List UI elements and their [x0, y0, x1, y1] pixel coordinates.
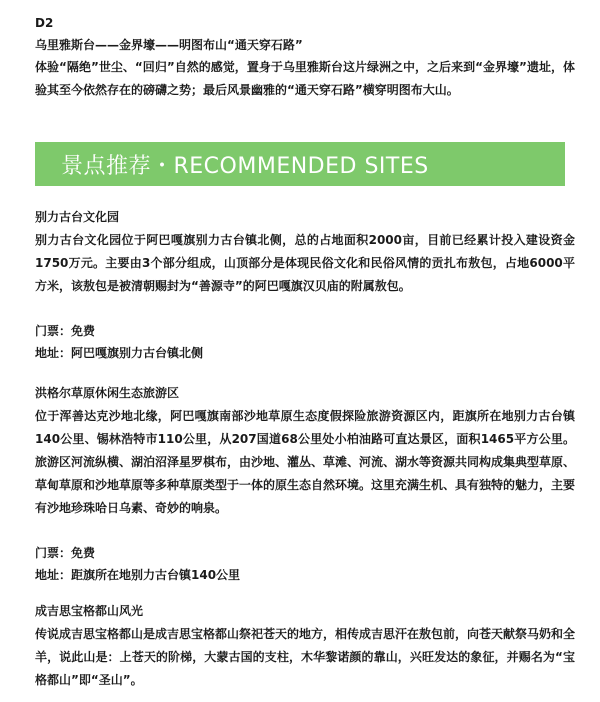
site-description: 位于浑善达克沙地北缘，阿巴嘎旗南部沙地草原生态度假探险旅游资源区内，距旗所在地别力古台镇140公里、锡林浩特市110公里，从207国道68公里处小柏油路可直达景区，面积1465平方公里。旅游区河流纵横、湖泊沼泽星罗棋布，由沙地、灌丛、草滩、河流、湖水等资源共同构成集典型草原、草甸草原和沙地草原等多种草原类型于一体的原生态自然环境。这里充满生机、具有独特的魅力，主要有沙地珍珠哈日乌素、奇妙的响泉。 [35, 409, 576, 515]
site-description: 别力古台文化园位于阿巴嘎旗别力古台镇北侧，总的占地面积2000亩，目前已经累计投入建设资金1750万元。主要由3个部分组成，山顶部分是体现民俗文化和民俗风情的贡扎布敖包，占地6000平方米，该敖包是被清朝赐封为“善源寺”的阿巴嘎旗汉贝庙的附属敖包。 [35, 233, 575, 293]
route-title: 乌里雅斯台——金界壕——明图布山“通天穿石路” [35, 38, 303, 52]
site-block [35, 383, 575, 586]
site-address: 地址：阿巴嘎旗别力古台镇北侧 [35, 346, 204, 360]
site-title: 别力古台文化园 [35, 210, 120, 224]
site-title: 成吉思宝格都山风光 [35, 604, 144, 618]
site-description: 传说成吉思宝格都山是成吉思宝格都山祭祀苍天的地方，相传成吉思汗在敖包前，向苍天献祭马奶和全羊，说此山是：上苍天的阶梯，大蒙古国的支柱，木华黎诺颜的靠山，兴旺发达的象征，并赐名为“宝格都山”即“圣山”。 [35, 627, 576, 687]
itinerary-block [35, 14, 575, 102]
site-block [35, 601, 575, 692]
section-banner [35, 142, 565, 186]
site-block [35, 207, 575, 364]
banner-title: 景点推荐・RECOMMENDED SITES [61, 153, 429, 179]
site-ticket: 门票：免费 [35, 546, 96, 560]
site-ticket: 门票：免费 [35, 324, 96, 338]
day-label: D2 [35, 16, 54, 30]
site-title: 洪格尔草原休闲生态旅游区 [35, 386, 180, 400]
site-address: 地址：距旗所在地别力古台镇140公里 [35, 568, 241, 582]
itinerary-description: 体验“隔绝”世尘、“回归”自然的感觉，置身于乌里雅斯台这片绿洲之中，之后来到“金界壕”遗址，体验其至今依然存在的磅礴之势；最后风景幽雅的“通天穿石路”横穿明图布大山。 [35, 60, 575, 97]
